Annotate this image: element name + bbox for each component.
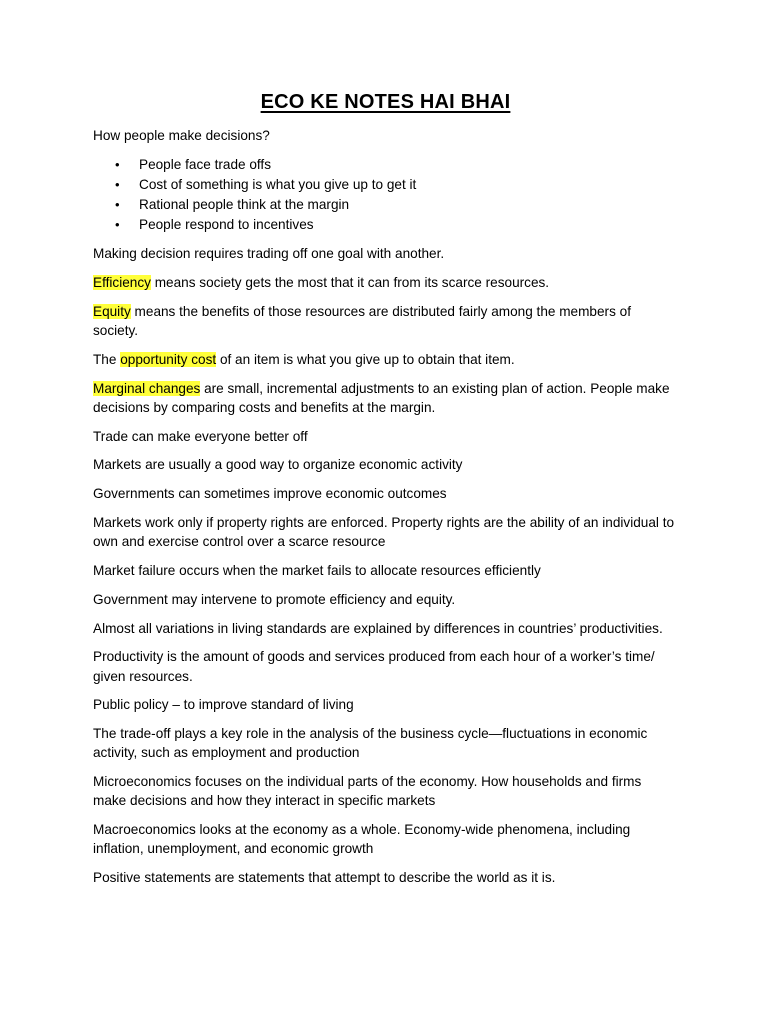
bullet-icon: •	[115, 156, 120, 172]
highlighted-term: Efficiency	[93, 275, 151, 290]
list-item	[93, 215, 678, 234]
bullet-icon: •	[115, 197, 120, 213]
bullet-icon: •	[115, 217, 120, 233]
list-item-text: Cost of something is what you give up to get it	[139, 177, 417, 192]
highlighted-term: Marginal changes	[93, 380, 201, 396]
bullet-icon: •	[115, 177, 120, 192]
paragraph-business-cycle: The trade-off plays a key role in the analysis of the business cycle—fluctuations in economic activity, such as employment and production	[93, 726, 648, 761]
paragraph-text: means society gets the most that it can from its scarce resources.	[150, 275, 550, 290]
document-page	[93, 88, 678, 897]
list-item-text: Rational people think at the margin	[139, 197, 350, 213]
intro-question: How people make decisions?	[93, 128, 270, 143]
highlighted-term: opportunity cost	[120, 351, 217, 367]
highlighted-term: Equity	[93, 303, 131, 319]
paragraph-text: The	[93, 351, 121, 367]
list-item	[93, 195, 678, 214]
list-item	[93, 155, 678, 174]
paragraph-microeconomics: Microeconomics focuses on the individual parts of the economy. How households and firms make decisions and how they interact in specific markets	[93, 774, 642, 809]
paragraph-public-policy: Public policy – to improve standard of living	[93, 697, 354, 713]
paragraph-opportunity-cost	[93, 350, 678, 369]
list-item-text: People respond to incentives	[139, 217, 314, 233]
paragraph-governments: Governments can sometimes improve economic outcomes	[93, 486, 447, 502]
paragraph-equity	[93, 302, 678, 340]
list-item-text: People face trade offs	[139, 156, 272, 172]
paragraph-tradeoff: Making decision requires trading off one goal with another.	[93, 246, 445, 262]
paragraph-intervention: Government may intervene to promote efficiency and equity.	[93, 591, 456, 607]
paragraph-living-standards: Almost all variations in living standards are explained by differences in countries’ productivities.	[93, 620, 663, 636]
paragraph-text: means the benefits of those resources are distributed fairly among the members of society.	[93, 303, 631, 338]
paragraph-trade: Trade can make everyone better off	[93, 428, 308, 444]
principles-list	[93, 155, 678, 235]
paragraph-text: are small, incremental adjustments to an existing plan of action. People make decisions by comparing costs and benefits at the margin.	[93, 380, 670, 415]
paragraph-productivity: Productivity is the amount of goods and services produced from each hour of a worker’s time/ given resources.	[93, 649, 655, 684]
paragraph-marginal-changes	[93, 379, 678, 417]
paragraph-markets: Markets are usually a good way to organize economic activity	[93, 457, 463, 473]
document-title: ECO KE NOTES HAI BHAI	[260, 91, 511, 113]
list-item	[93, 175, 678, 194]
paragraph-macroeconomics: Macroeconomics looks at the economy as a whole. Economy-wide phenomena, including inflation, unemployment, and economic growth	[93, 822, 631, 857]
paragraph-market-failure: Market failure occurs when the market fails to allocate resources efficiently	[93, 562, 541, 578]
paragraph-property-rights: Markets work only if property rights are enforced. Property rights are the ability of an individual to own and exercise control over a scarce resource	[93, 514, 675, 550]
paragraph-positive-statements: Positive statements are statements that attempt to describe the world as it is.	[93, 870, 556, 886]
paragraph-text: of an item is what you give up to obtain that item.	[216, 351, 515, 367]
paragraph-efficiency	[93, 273, 678, 292]
